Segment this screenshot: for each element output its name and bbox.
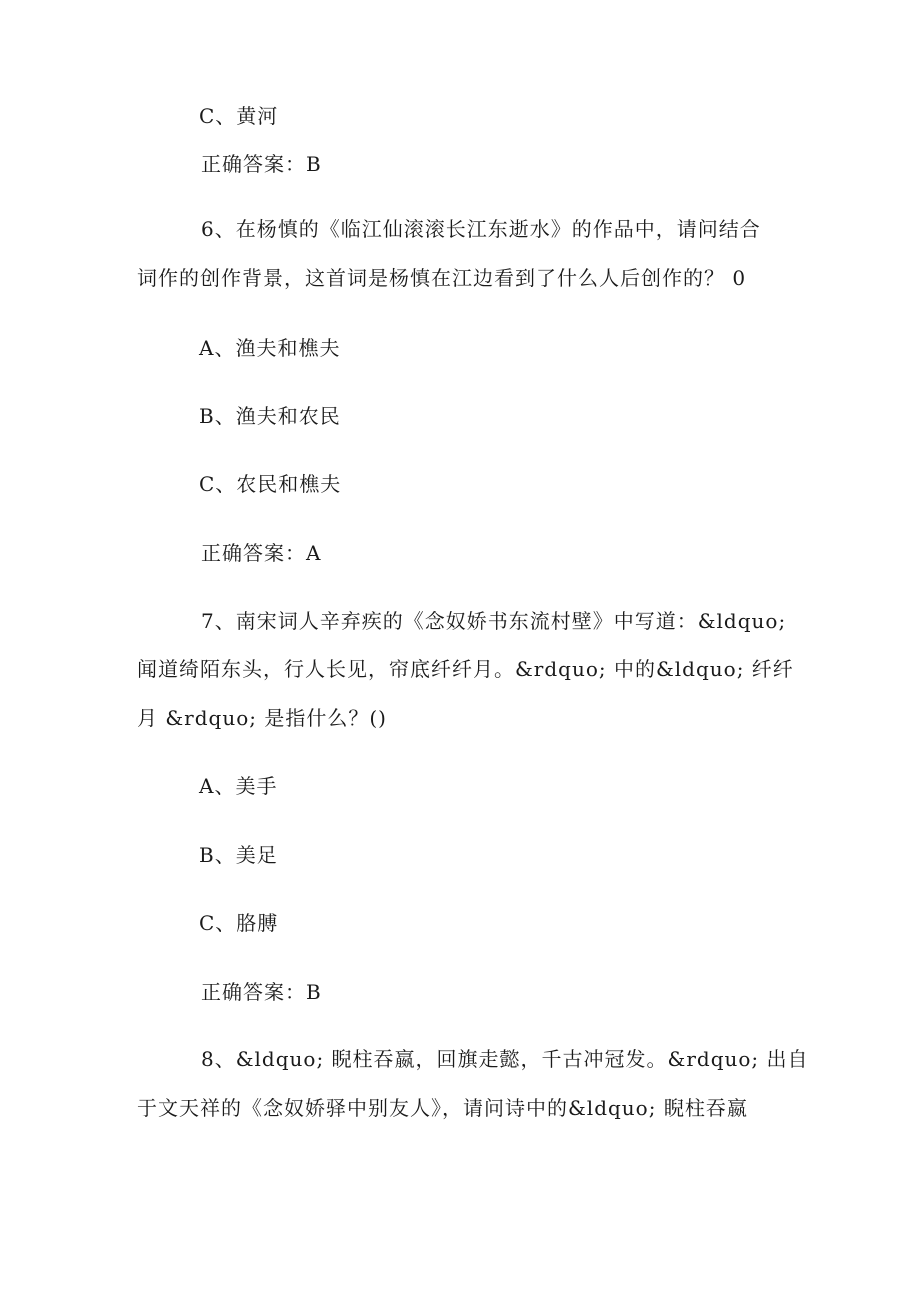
question-5-option-c: C、黄河 [199, 104, 279, 128]
question-5-answer: 正确答案：B [201, 152, 322, 176]
question-6-stem-line-2: 词作的创作背景，这首词是杨慎在江边看到了什么人后创作的？ 0 [137, 266, 747, 290]
question-7-option-b: B、美足 [199, 843, 278, 867]
question-6-option-c: C、农民和樵夫 [199, 472, 342, 496]
question-7-option-c: C、胳膊 [199, 911, 279, 935]
question-6-stem-line-1: 6、在杨慎的《临江仙滚滚长江东逝水》的作品中，请问结合 [201, 217, 761, 241]
question-7-stem-line-2: 闻道绮陌东头，行人长见，帘底纤纤月。&rdquo; 中的&ldquo; 纤纤 [137, 657, 794, 681]
question-7-answer: 正确答案：B [201, 980, 322, 1004]
question-8-stem-line-2: 于文天祥的《念奴娇驿中别友人》，请问诗中的&ldquo; 睨柱吞嬴 [137, 1096, 748, 1120]
question-7-stem-line-1: 7、南宋词人辛弃疾的《念奴娇书东流村壁》中写道：&ldquo; [201, 609, 787, 633]
question-8-stem-line-1: 8、&ldquo; 睨柱吞嬴，回旗走懿，千古冲冠发。&rdquo; 出自 [201, 1047, 809, 1071]
question-7-option-a: A、美手 [199, 774, 278, 798]
question-6-option-b: B、渔夫和农民 [199, 404, 341, 428]
question-7-stem-line-3: 月 &rdquo; 是指什么？() [137, 706, 387, 730]
question-6-answer: 正确答案：A [201, 541, 322, 565]
question-6-option-a: A、渔夫和樵夫 [199, 336, 341, 360]
